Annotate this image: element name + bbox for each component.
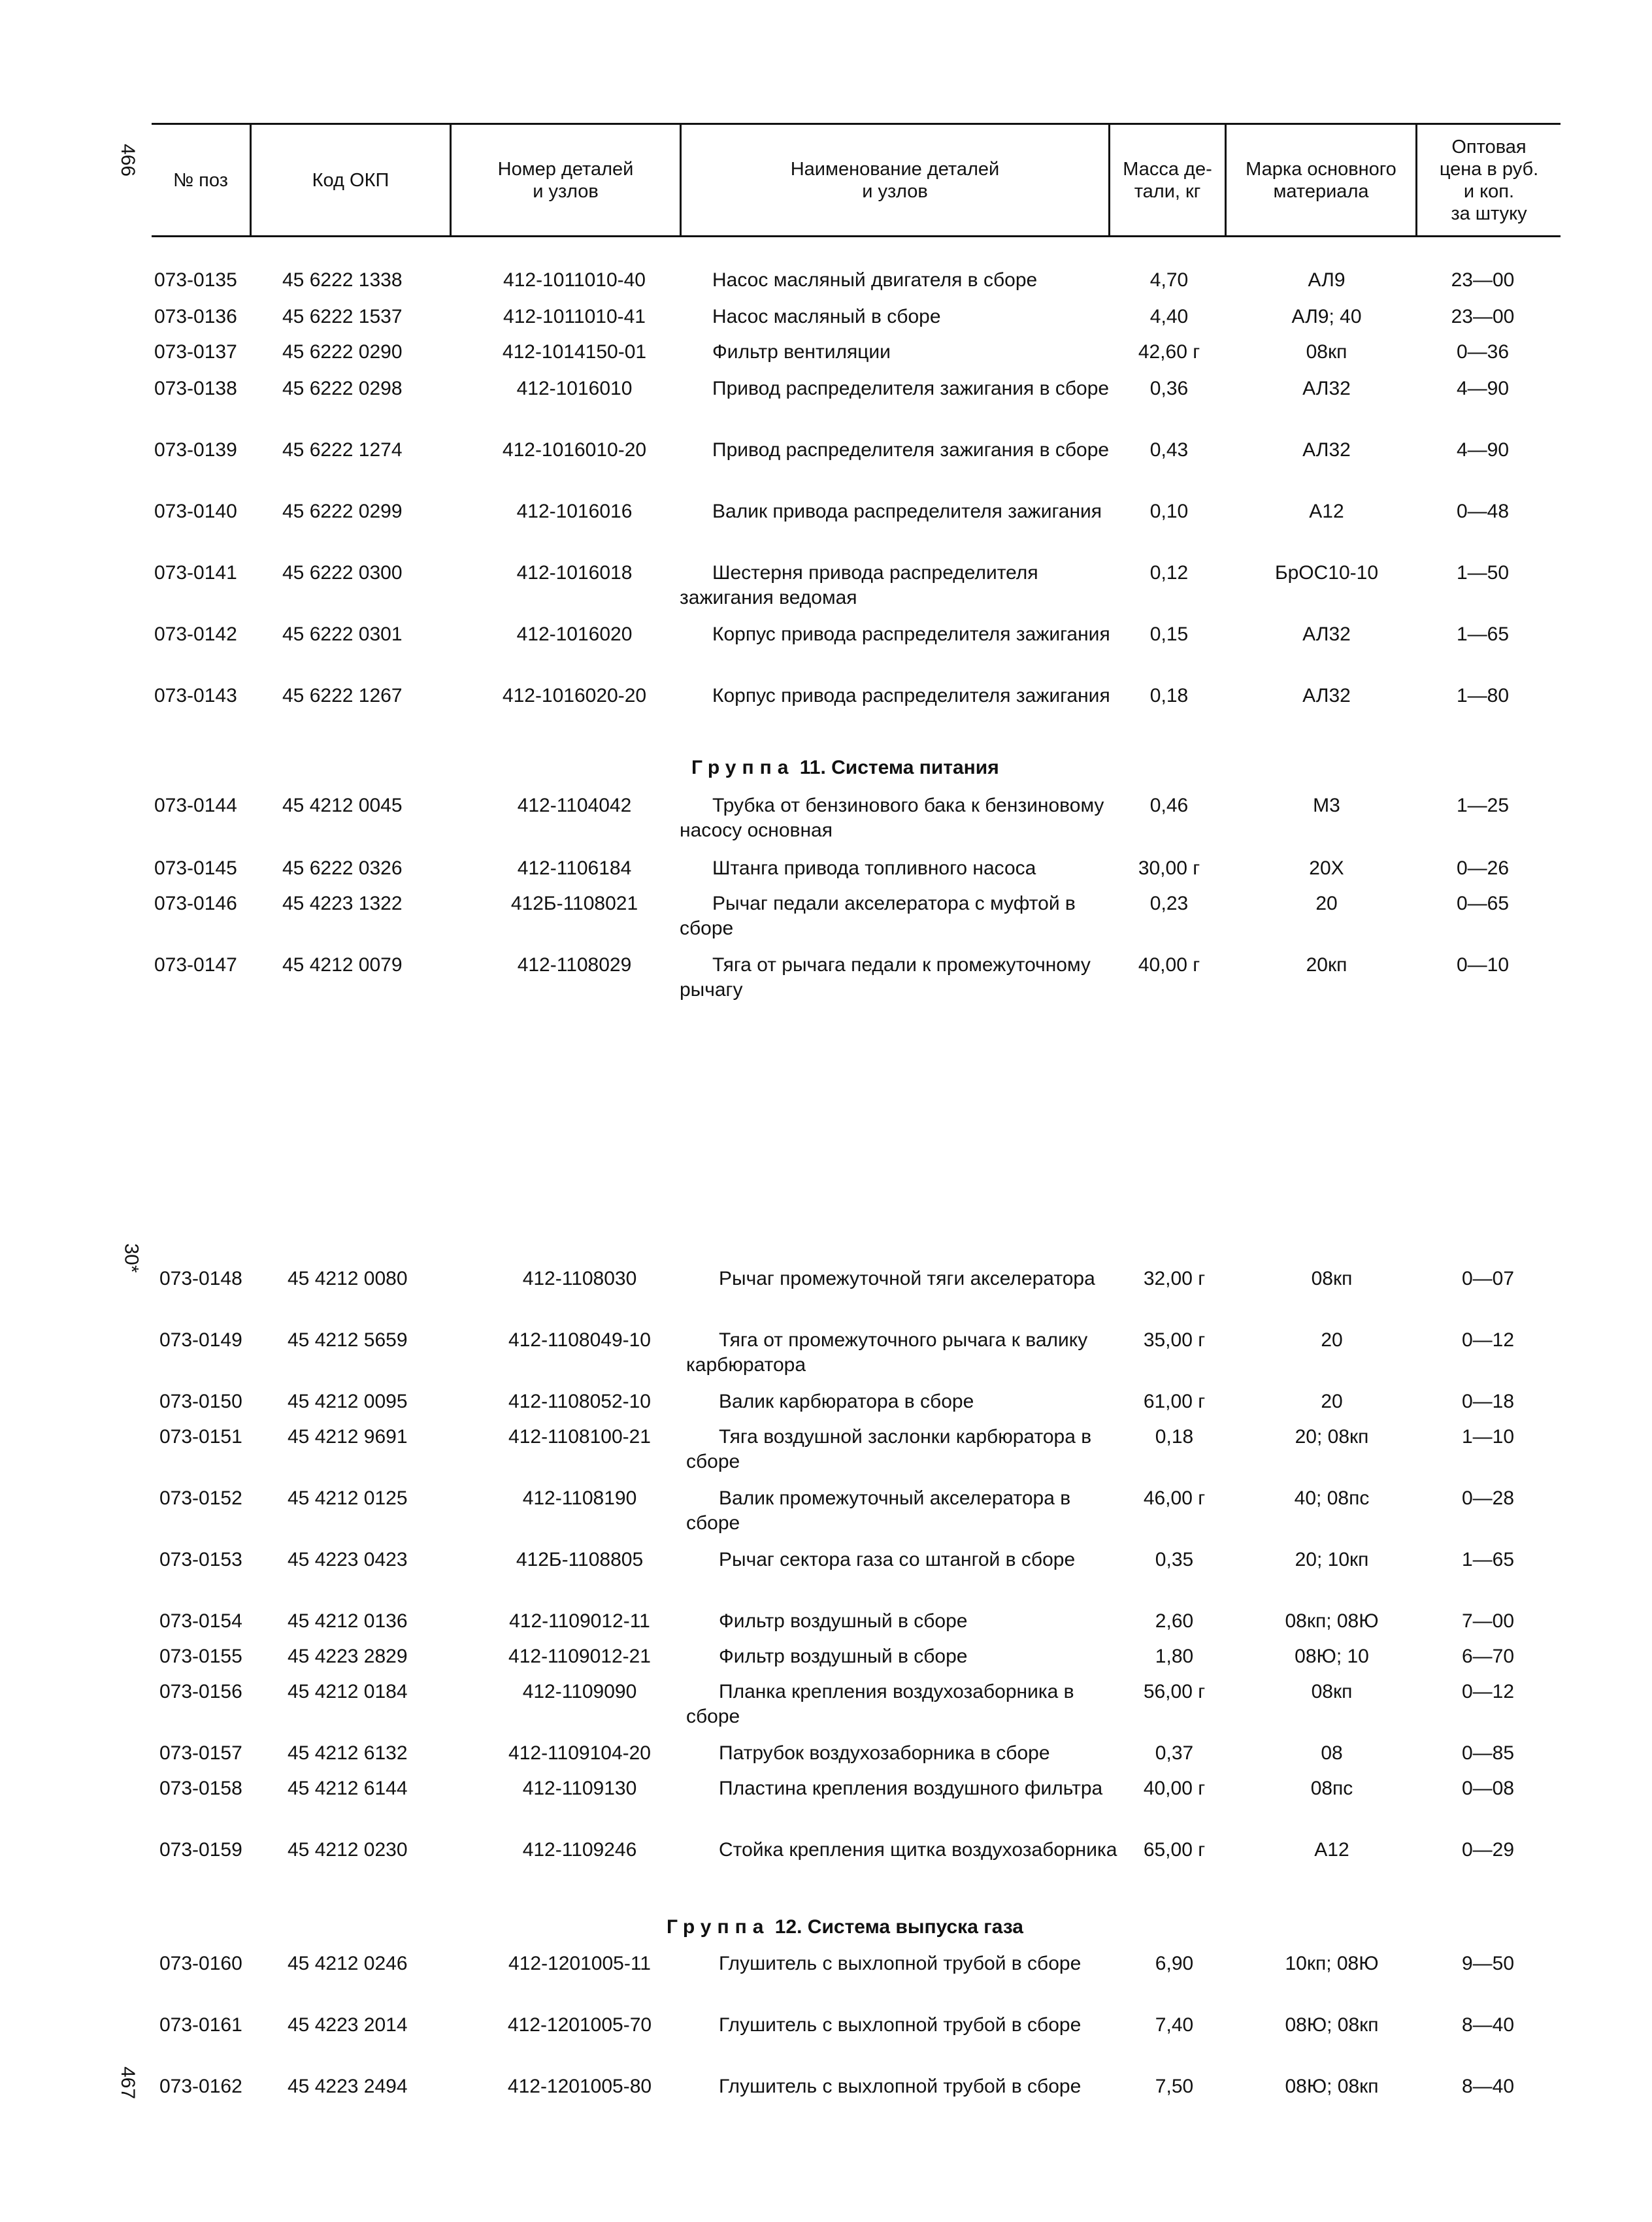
cell-pos: 073-0138 xyxy=(154,378,237,399)
cell-price: 0—85 xyxy=(1461,1742,1515,1764)
table-row xyxy=(0,438,1652,477)
table-row xyxy=(0,1741,1652,1780)
cell-okp: 45 6222 0300 xyxy=(282,562,403,584)
cell-pos: 073-0153 xyxy=(159,1549,242,1570)
table-row xyxy=(0,1838,1652,1877)
cell-material: АЛ32 xyxy=(1302,378,1351,399)
cell-okp: 45 4212 9691 xyxy=(288,1426,408,1448)
table-row xyxy=(0,1425,1652,1472)
cell-name: Глушитель с выхлопной трубой в сборе xyxy=(719,1953,1082,1974)
cell-mass: 0,18 xyxy=(1155,1426,1194,1448)
cell-name: Валик карбюратора в сборе xyxy=(719,1391,974,1412)
cell-okp: 45 6222 0301 xyxy=(282,623,403,645)
cell-mass: 0,10 xyxy=(1149,501,1189,522)
cell-material: 08кп xyxy=(1311,1268,1353,1289)
cell-material: 08пс xyxy=(1310,1778,1353,1799)
cell-name: Насос масляный в сборе xyxy=(712,306,941,327)
cell-name: Привод распределителя зажигания в сборе xyxy=(712,439,1110,461)
cell-price: 9—50 xyxy=(1461,1953,1515,1974)
cell-part-number: 412-1016010 xyxy=(516,378,633,399)
cell-mass: 61,00 г xyxy=(1143,1391,1206,1412)
table-row xyxy=(0,2013,1652,2052)
cell-mass: 0,18 xyxy=(1149,685,1189,706)
cell-part-number: 412-1109246 xyxy=(522,1839,637,1861)
cell-part-number: 412-1014150-01 xyxy=(502,341,647,363)
cell-price: 4—90 xyxy=(1456,439,1510,461)
cell-mass: 30,00 г xyxy=(1138,857,1200,879)
cell-okp: 45 4223 2494 xyxy=(288,2076,408,2097)
cell-price: 7—00 xyxy=(1461,1610,1515,1632)
cell-mass: 0,37 xyxy=(1155,1742,1194,1764)
cell-okp: 45 4212 0230 xyxy=(288,1839,408,1861)
cell-mass: 0,46 xyxy=(1149,795,1189,816)
cell-mass: 0,36 xyxy=(1149,378,1189,399)
cell-name: Фильтр воздушный в сборе xyxy=(719,1610,968,1632)
cell-name: Штанга привода топливного насоса xyxy=(712,857,1036,879)
cell-material: А12 xyxy=(1309,501,1344,522)
cell-material: АЛ32 xyxy=(1302,439,1351,461)
cell-material: 20 xyxy=(1321,1391,1343,1412)
cell-okp: 45 4212 0080 xyxy=(288,1268,408,1289)
cell-part-number: 412-1109012-11 xyxy=(509,1610,650,1632)
cell-part-number: 412-1109012-21 xyxy=(508,1646,651,1667)
cell-price: 0—08 xyxy=(1461,1778,1515,1799)
cell-okp: 45 6222 0326 xyxy=(282,857,403,879)
cell-name: Трубка от бензинового бака к бензиновому насосу основная xyxy=(680,795,1104,841)
cell-okp: 45 4212 6132 xyxy=(288,1742,408,1764)
cell-price: 0—28 xyxy=(1461,1487,1515,1509)
cell-material: 10кп; 08Ю xyxy=(1285,1953,1379,1974)
cell-mass: 1,80 xyxy=(1155,1646,1194,1667)
cell-pos: 073-0141 xyxy=(154,562,237,584)
cell-pos: 073-0155 xyxy=(159,1646,242,1667)
cell-name: Пластина крепления воздушного фильтра xyxy=(719,1778,1103,1799)
cell-pos: 073-0135 xyxy=(154,269,237,291)
cell-part-number: 412-1109130 xyxy=(522,1778,637,1799)
cell-name: Фильтр воздушный в сборе xyxy=(719,1646,968,1667)
cell-part-number: 412-1109090 xyxy=(522,1681,637,1702)
cell-okp: 45 4212 0095 xyxy=(288,1391,408,1412)
cell-okp: 45 4212 0045 xyxy=(282,795,403,816)
cell-pos: 073-0162 xyxy=(159,2076,242,2097)
table-row xyxy=(0,340,1652,379)
cell-pos: 073-0156 xyxy=(159,1681,242,1702)
cell-pos: 073-0143 xyxy=(154,685,237,706)
cell-price: 1—80 xyxy=(1456,685,1510,706)
cell-material: АЛ9; 40 xyxy=(1291,306,1362,327)
table-row xyxy=(0,1776,1652,1816)
cell-name: Корпус привода распределителя зажигания xyxy=(712,623,1110,645)
cell-pos: 073-0139 xyxy=(154,439,237,461)
cell-name: Рычаг сектора газа со штангой в сборе xyxy=(719,1549,1076,1570)
cell-material: 20Х xyxy=(1309,857,1344,879)
cell-name: Глушитель с выхлопной трубой в сборе xyxy=(719,2014,1082,2036)
cell-okp: 45 4212 0136 xyxy=(288,1610,408,1632)
cell-mass: 6,90 xyxy=(1155,1953,1194,1974)
cell-part-number: 412-1106184 xyxy=(517,857,632,879)
cell-pos: 073-0154 xyxy=(159,1610,242,1632)
table-row xyxy=(0,1680,1652,1727)
cell-name: Корпус привода распределителя зажигания xyxy=(712,685,1110,706)
cell-material: 08кп xyxy=(1306,341,1347,363)
cell-part-number: 412-1016018 xyxy=(516,562,633,584)
cell-price: 23—00 xyxy=(1451,306,1515,327)
cell-price: 6—70 xyxy=(1461,1646,1515,1667)
cell-name: Планка крепления воздухозаборника в сборе xyxy=(686,1681,1074,1727)
cell-price: 0—36 xyxy=(1456,341,1510,363)
cell-price: 0—18 xyxy=(1461,1391,1515,1412)
cell-name: Тяга от промежуточного рычага к валику карбюратора xyxy=(686,1329,1088,1376)
cell-part-number: 412-1201005-80 xyxy=(507,2076,652,2097)
cell-pos: 073-0149 xyxy=(159,1329,242,1351)
cell-pos: 073-0148 xyxy=(159,1268,242,1289)
cell-material: АЛ9 xyxy=(1308,269,1346,291)
cell-part-number: 412-1016010-20 xyxy=(502,439,647,461)
cell-okp: 45 6222 0290 xyxy=(282,341,403,363)
cell-mass: 2,60 xyxy=(1155,1610,1194,1632)
table-row xyxy=(0,622,1652,661)
cell-part-number: 412Б-1108021 xyxy=(510,893,638,914)
cell-material: АЛ32 xyxy=(1302,685,1351,706)
cell-mass: 35,00 г xyxy=(1143,1329,1206,1351)
cell-price: 0—48 xyxy=(1456,501,1510,522)
cell-part-number: 412-1016016 xyxy=(516,501,633,522)
cell-okp: 45 4223 0423 xyxy=(288,1549,408,1570)
cell-name: Валик промежуточный акселератора в сборе xyxy=(686,1487,1071,1534)
header-part-number: Номер деталей и узлов xyxy=(497,159,634,202)
cell-name: Фильтр вентиляции xyxy=(712,341,891,363)
cell-okp: 45 6222 1267 xyxy=(282,685,403,706)
cell-okp: 45 6222 1338 xyxy=(282,269,403,291)
cell-pos: 073-0159 xyxy=(159,1839,242,1861)
cell-okp: 45 4223 2829 xyxy=(288,1646,408,1667)
cell-price: 1—50 xyxy=(1456,562,1510,584)
cell-price: 1—10 xyxy=(1461,1426,1515,1448)
cell-material: 20; 08кп xyxy=(1295,1426,1369,1448)
cell-pos: 073-0145 xyxy=(154,857,237,879)
cell-part-number: 412-1108190 xyxy=(522,1487,637,1509)
cell-name: Привод распределителя зажигания в сборе xyxy=(712,378,1110,399)
header-mass: Масса де- тали, кг xyxy=(1123,159,1212,202)
cell-name: Тяга воздушной заслонки карбюратора в сборе xyxy=(686,1426,1092,1472)
cell-price: 0—07 xyxy=(1461,1268,1515,1289)
table-row xyxy=(0,1389,1652,1429)
table-row xyxy=(0,2074,1652,2114)
header-price: Оптовая цена в руб. и коп. за штуку xyxy=(1439,137,1539,224)
cell-mass: 0,35 xyxy=(1155,1549,1194,1570)
table-row xyxy=(0,376,1652,416)
cell-pos: 073-0150 xyxy=(159,1391,242,1412)
cell-part-number: 412-1108052-10 xyxy=(508,1391,651,1412)
cell-mass: 46,00 г xyxy=(1143,1487,1206,1509)
table-row xyxy=(0,1951,1652,1991)
cell-okp: 45 6222 1537 xyxy=(282,306,403,327)
table-row xyxy=(0,1548,1652,1587)
cell-price: 1—65 xyxy=(1461,1549,1515,1570)
cell-material: 08Ю; 10 xyxy=(1295,1646,1369,1667)
cell-material: БрОС10-10 xyxy=(1274,562,1379,584)
cell-okp: 45 4212 5659 xyxy=(288,1329,408,1351)
cell-pos: 073-0144 xyxy=(154,795,237,816)
cell-name: Рычаг педали акселератора с муфтой в сборе xyxy=(680,893,1076,939)
table-row xyxy=(0,268,1652,307)
cell-name: Шестерня привода распределителя зажигания ведомая xyxy=(680,562,1038,608)
table-row xyxy=(0,499,1652,539)
cell-price: 4—90 xyxy=(1456,378,1510,399)
cell-okp: 45 4212 0079 xyxy=(282,954,403,976)
cell-part-number: 412-1011010-40 xyxy=(503,269,646,291)
cell-mass: 40,00 г xyxy=(1138,954,1200,976)
header-material: Марка основного материала xyxy=(1246,159,1396,202)
cell-price: 1—65 xyxy=(1456,623,1510,645)
cell-material: 40; 08пс xyxy=(1294,1487,1370,1509)
table-row xyxy=(0,891,1652,939)
cell-part-number: 412-1108030 xyxy=(522,1268,637,1289)
cell-part-number: 412-1016020 xyxy=(516,623,633,645)
page-number-top: 466 xyxy=(117,143,139,177)
cell-material: 20 xyxy=(1321,1329,1343,1351)
cell-okp: 45 6222 0299 xyxy=(282,501,403,522)
cell-price: 0—12 xyxy=(1461,1681,1515,1702)
cell-part-number: 412-1016020-20 xyxy=(502,685,647,706)
group-heading-11: Группа 11. Система питания xyxy=(691,757,999,778)
table-row xyxy=(0,1644,1652,1683)
cell-part-number: 412-1011010-41 xyxy=(503,306,646,327)
cell-pos: 073-0157 xyxy=(159,1742,242,1764)
cell-part-number: 412-1201005-11 xyxy=(508,1953,651,1974)
cell-material: 20; 10кп xyxy=(1295,1549,1369,1570)
cell-okp: 45 4223 1322 xyxy=(282,893,403,914)
table-row xyxy=(0,561,1652,608)
cell-material: 20кп xyxy=(1306,954,1347,976)
cell-material: 08кп; 08Ю xyxy=(1285,1610,1379,1632)
cell-material: М3 xyxy=(1313,795,1340,816)
table-row xyxy=(0,1486,1652,1534)
cell-pos: 073-0137 xyxy=(154,341,237,363)
cell-name: Патрубок воздухозаборника в сборе xyxy=(719,1742,1050,1764)
cell-mass: 0,15 xyxy=(1149,623,1189,645)
cell-mass: 0,23 xyxy=(1149,893,1189,914)
header-name: Наименование деталей и узлов xyxy=(790,159,1000,202)
table-row xyxy=(0,953,1652,1001)
cell-material: 08кп xyxy=(1311,1681,1353,1702)
cell-mass: 4,40 xyxy=(1149,306,1189,327)
cell-part-number: 412-1109104-20 xyxy=(508,1742,651,1764)
cell-part-number: 412-1108049-10 xyxy=(508,1329,651,1351)
signature-mark: 30* xyxy=(120,1243,142,1273)
table-row xyxy=(0,1267,1652,1306)
cell-name: Рычаг промежуточной тяги акселератора xyxy=(719,1268,1095,1289)
cell-mass: 40,00 г xyxy=(1143,1778,1206,1799)
cell-pos: 073-0142 xyxy=(154,623,237,645)
cell-material: 20 xyxy=(1315,893,1338,914)
cell-okp: 45 4212 0184 xyxy=(288,1681,408,1702)
table-row xyxy=(0,856,1652,895)
cell-material: 08Ю; 08кп xyxy=(1285,2076,1379,2097)
cell-pos: 073-0136 xyxy=(154,306,237,327)
cell-okp: 45 4212 6144 xyxy=(288,1778,408,1799)
cell-part-number: 412Б-1108805 xyxy=(516,1549,644,1570)
cell-pos: 073-0158 xyxy=(159,1778,242,1799)
cell-price: 8—40 xyxy=(1461,2014,1515,2036)
cell-mass: 65,00 г xyxy=(1143,1839,1206,1861)
cell-mass: 7,50 xyxy=(1155,2076,1194,2097)
cell-pos: 073-0146 xyxy=(154,893,237,914)
page-number-bottom: 467 xyxy=(117,2066,139,2100)
cell-mass: 42,60 г xyxy=(1138,341,1200,363)
cell-price: 1—25 xyxy=(1456,795,1510,816)
cell-name: Стойка крепления щитка воздухозаборника xyxy=(719,1839,1117,1861)
cell-material: 08Ю; 08кп xyxy=(1285,2014,1379,2036)
table-row xyxy=(0,1609,1652,1648)
cell-name: Валик привода распределителя зажигания xyxy=(712,501,1102,522)
group-heading-12: Группа 12. Система выпуска газа xyxy=(667,1916,1023,1938)
cell-part-number: 412-1201005-70 xyxy=(507,2014,652,2036)
table-row xyxy=(0,793,1652,841)
cell-price: 0—29 xyxy=(1461,1839,1515,1861)
cell-part-number: 412-1104042 xyxy=(517,795,632,816)
cell-okp: 45 4223 2014 xyxy=(288,2014,408,2036)
cell-part-number: 412-1108029 xyxy=(517,954,632,976)
cell-mass: 4,70 xyxy=(1149,269,1189,291)
cell-mass: 0,12 xyxy=(1149,562,1189,584)
table-row xyxy=(0,305,1652,344)
header-pos: № поз xyxy=(173,170,228,191)
cell-pos: 073-0140 xyxy=(154,501,237,522)
cell-price: 0—65 xyxy=(1456,893,1510,914)
cell-part-number: 412-1108100-21 xyxy=(508,1426,651,1448)
cell-price: 0—10 xyxy=(1456,954,1510,976)
cell-mass: 32,00 г xyxy=(1143,1268,1206,1289)
cell-pos: 073-0151 xyxy=(159,1426,242,1448)
cell-okp: 45 4212 0246 xyxy=(288,1953,408,1974)
cell-mass: 56,00 г xyxy=(1143,1681,1206,1702)
cell-price: 0—12 xyxy=(1461,1329,1515,1351)
cell-pos: 073-0161 xyxy=(159,2014,242,2036)
cell-price: 8—40 xyxy=(1461,2076,1515,2097)
table-row xyxy=(0,684,1652,723)
cell-mass: 7,40 xyxy=(1155,2014,1194,2036)
cell-pos: 073-0152 xyxy=(159,1487,242,1509)
cell-mass: 0,43 xyxy=(1149,439,1189,461)
cell-price: 23—00 xyxy=(1451,269,1515,291)
cell-name: Насос масляный двигателя в сборе xyxy=(712,269,1038,291)
header-okp: Код ОКП xyxy=(312,170,389,191)
cell-pos: 073-0147 xyxy=(154,954,237,976)
cell-price: 0—26 xyxy=(1456,857,1510,879)
table-row xyxy=(0,1328,1652,1376)
cell-okp: 45 4212 0125 xyxy=(288,1487,408,1509)
cell-name: Тяга от рычага педали к промежуточному рычагу xyxy=(680,954,1091,1001)
cell-okp: 45 6222 0298 xyxy=(282,378,403,399)
cell-okp: 45 6222 1274 xyxy=(282,439,403,461)
cell-material: А12 xyxy=(1314,1839,1349,1861)
cell-name: Глушитель с выхлопной трубой в сборе xyxy=(719,2076,1082,2097)
cell-material: 08 xyxy=(1321,1742,1343,1764)
cell-material: АЛ32 xyxy=(1302,623,1351,645)
cell-pos: 073-0160 xyxy=(159,1953,242,1974)
